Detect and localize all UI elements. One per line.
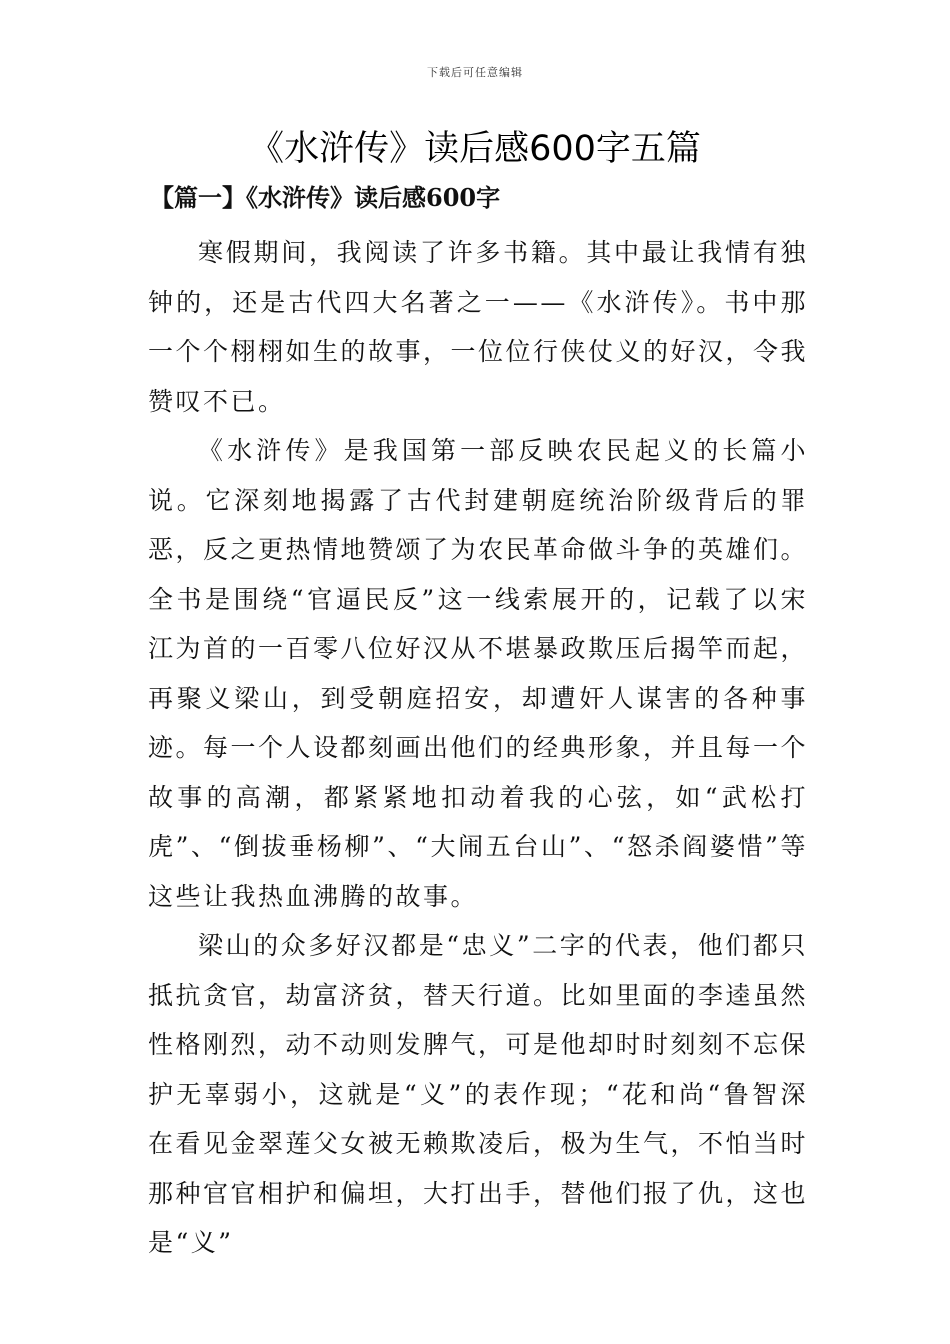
section-heading: 【篇一】《水浒传》读后感600字 [150, 183, 501, 212]
paragraph-3: 梁山的众多好汉都是“忠义”二字的代表，他们都只抵抗贪官，劫富济贫，替天行道。比如里面的李逵虽然性格刚烈，动不动则发脾气，可是他却时时刻刻不忘保护无辜弱小，这就是“义”的表作现；“花和尚“鲁智深在看见金翠莲父女被无赖欺凌后，极为生气，不怕当时那种官官相护和偏坦，大打出手，替他们报了仇，这也是“义” [148, 931, 809, 1257]
paragraph-2: 《水浒传》是我国第一部反映农民起义的长篇小说。它深刻地揭露了古代封建朝庭统治阶级背后的罪恶，反之更热情地赞颂了为农民革命做斗争的英雄们。全书是围绕“官逼民反”这一线索展开的，记载了以宋江为首的一百零八位好汉从不堪暴政欺压后揭竿而起，再聚义梁山，到受朝庭招安，却遭奸人谋害的各种事迹。每一个人设都刻画出他们的经典形象，并且每一个故事的高潮，都紧紧地扣动着我的心弦，如“武松打虎”、“倒拔垂杨柳”、“大闹五台山”、“怒杀阎婆惜”等这些让我热血沸腾的故事。 [148, 436, 809, 911]
header-note: 下载后可任意编辑 [427, 66, 523, 79]
document-title: 《水浒传》读后感600字五篇 [249, 129, 701, 169]
paragraph-1: 寒假期间，我阅读了许多书籍。其中最让我情有独钟的，还是古代四大名著之一——《水浒传》。书中那一个个栩栩如生的故事，一位位行侠仗义的好汉，令我赞叹不已。 [148, 238, 809, 416]
body-text [148, 228, 808, 1268]
